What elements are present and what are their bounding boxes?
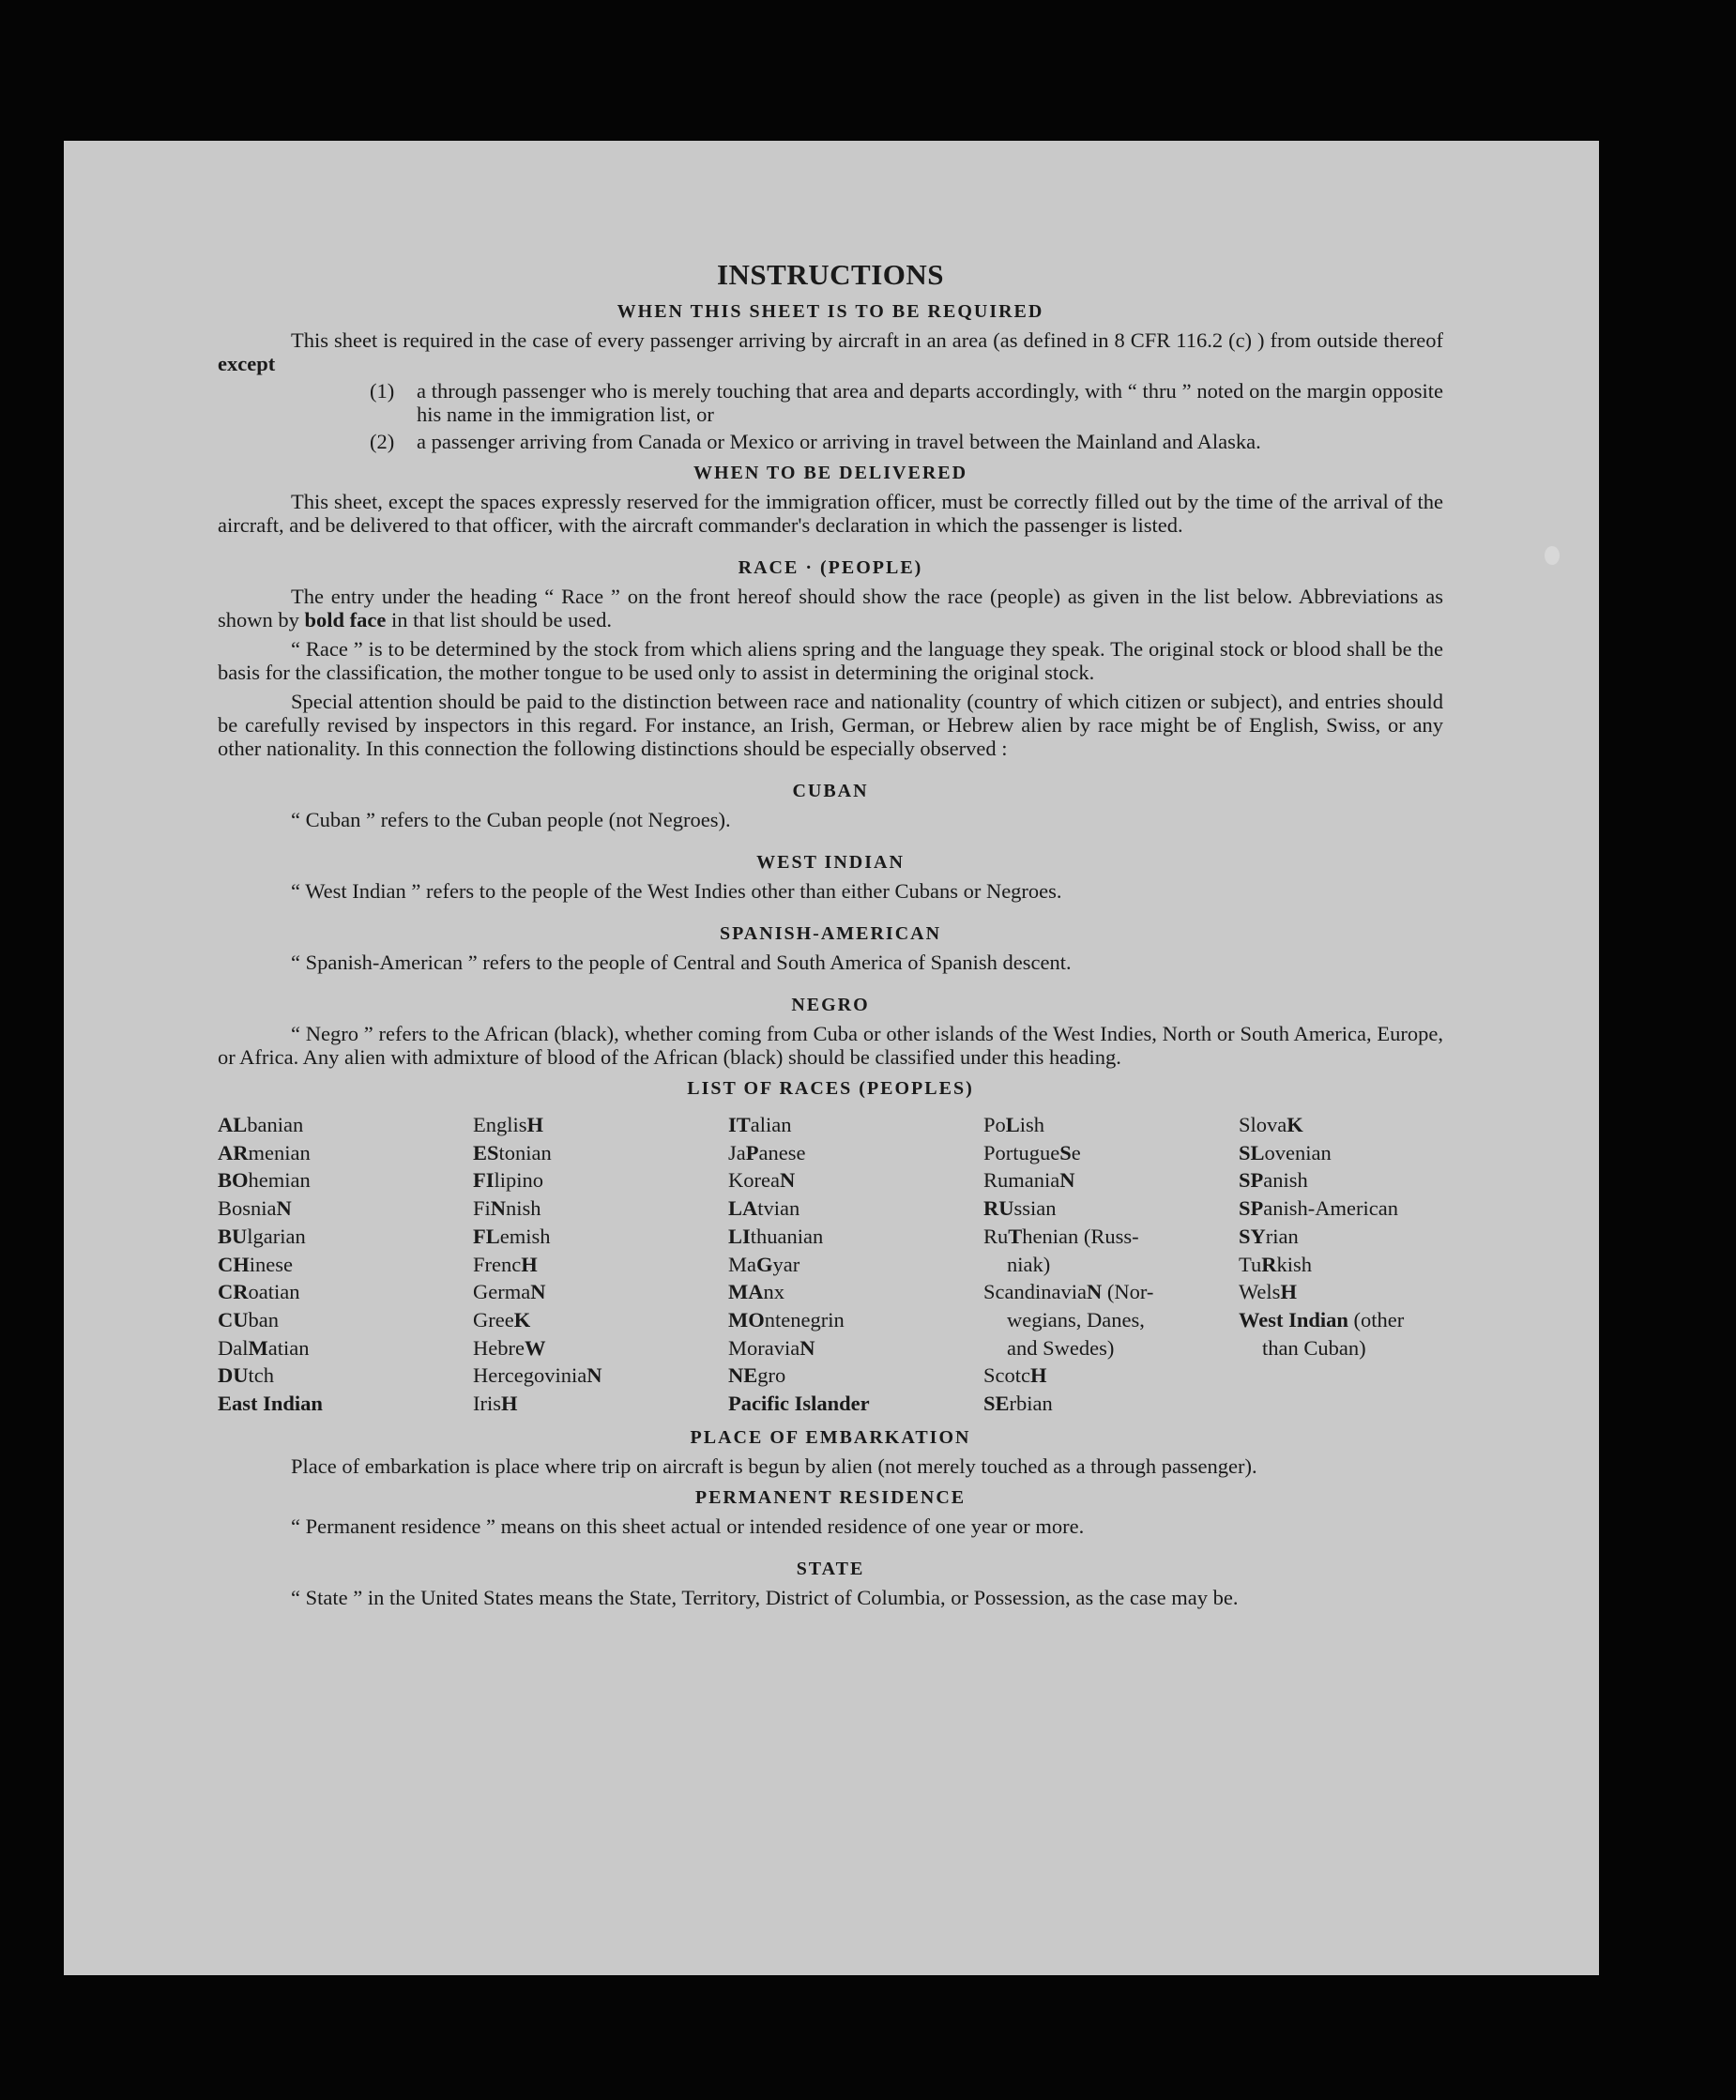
- races-column: [1239, 1111, 1443, 1418]
- heading-spanish-american: SPANISH-AMERICAN: [719, 923, 942, 944]
- race-entry-continuation: and Swedes): [1007, 1335, 1115, 1360]
- races-column: [728, 1111, 983, 1418]
- spanish-american-text: “ Spanish-American ” refers to the people of Central and South America of Spanish descent.: [291, 951, 1072, 974]
- race-entry: MaGyar: [728, 1252, 800, 1276]
- race-entry: MOntenegrin: [728, 1307, 845, 1332]
- race-entry: FLemish: [473, 1224, 551, 1248]
- heading-west-indian: WEST INDIAN: [756, 852, 905, 873]
- race-entry: ALbanian: [218, 1113, 304, 1136]
- heading-race: RACE · (PEOPLE): [738, 557, 923, 578]
- exception-item-1: (1) a through passenger who is merely touching that area and departs accordingly, with “ thru ” noted on the margin opposite his name in the immigration list, or: [370, 379, 1443, 426]
- race-entry: ScotcH: [983, 1363, 1047, 1388]
- cuban-text: “ Cuban ” refers to the Cuban people (not Negroes).: [291, 808, 731, 831]
- embarkation-text: Place of embarkation is place where trip on aircraft is begun by alien (not merely touched as a through passenger).: [291, 1453, 1257, 1478]
- heading-negro: NEGRO: [791, 995, 870, 1015]
- race-entry-continuation: than Cuban): [1262, 1335, 1366, 1360]
- race-entry: HebreW: [473, 1335, 546, 1360]
- race-entry: EnglisH: [473, 1113, 544, 1136]
- paper-spot: [1545, 546, 1560, 565]
- race-entry: GermaN: [473, 1280, 546, 1304]
- race-paragraph-2: “ Race ” is to be determined by the stock from which aliens spring and the language they speak. The original stock or blood shall be the basis for the classification, the mother tongue to be used only to assist in determining the original stock.: [218, 637, 1443, 684]
- race-entry: SlovaK: [1239, 1113, 1303, 1136]
- heading-when-required: WHEN THIS SHEET IS TO BE REQUIRED: [617, 301, 1044, 322]
- race-entry: MAnx: [728, 1280, 784, 1304]
- state-text: “ State ” in the United States means the State, Territory, District of Columbia, or Possession, as the case may be.: [291, 1585, 1239, 1609]
- race-entry: EStonian: [473, 1140, 552, 1164]
- race-entry: SPanish: [1239, 1168, 1308, 1193]
- race-entry: ITalian: [728, 1113, 792, 1136]
- race-entry: FrencH: [473, 1252, 538, 1276]
- race-entry: SYrian: [1239, 1224, 1299, 1248]
- race-entry: SLovenian: [1239, 1140, 1332, 1164]
- race-entry: CHinese: [218, 1252, 293, 1276]
- heading-permanent-residence: PERMANENT RESIDENCE: [694, 1486, 967, 1508]
- race-entry: SPanish-American: [1239, 1196, 1398, 1221]
- race-paragraph-3: Special attention should be paid to the distinction between race and nationality (country of which citizen or subject), and entries should be carefully revised by inspectors in this regard. For instance, an Irish, German, or Hebrew alien by race might be of English, Swiss, or any other nationality. In this connection the following distinctions should be especially observed :: [218, 690, 1443, 760]
- race-entry-continuation: wegians, Danes,: [1007, 1307, 1145, 1332]
- race-entry: FIlipino: [473, 1168, 544, 1193]
- exception-item-2: (2) a passenger arriving from Canada or Mexico or arriving in travel between the Mainland and Alaska.: [370, 430, 1261, 453]
- race-entry: LIthuanian: [728, 1224, 824, 1248]
- negro-text: “ Negro ” refers to the African (black), whether coming from Cuba or other islands of the West Indies, North or South America, Europe, or Africa. Any alien with admixture of blood of the African (black) should be classified under this heading.: [218, 1022, 1443, 1069]
- race-entry: ScandinaviaN (Nor-: [983, 1280, 1154, 1304]
- race-entry: RuThenian (Russ-: [983, 1224, 1139, 1248]
- race-entry: SErbian: [983, 1392, 1053, 1416]
- race-entry: IrisH: [473, 1392, 518, 1416]
- race-entry: BOhemian: [218, 1168, 311, 1193]
- race-entry: TuRkish: [1239, 1252, 1312, 1276]
- race-entry: RUssian: [983, 1196, 1057, 1221]
- race-paragraph-1: The entry under the heading “ Race ” on the front hereof should show the race (people) as given in the list below. Abbreviations as shown by bold face in that list should be used.: [218, 585, 1443, 632]
- required-intro: This sheet is required in the case of every passenger arriving by aircraft in an area (as defined in 8 CFR 116.2 (c) ) from outside thereof except: [218, 328, 1443, 375]
- race-entry: PoLish: [983, 1113, 1045, 1136]
- race-entry: PortugueSe: [983, 1140, 1081, 1164]
- race-entry: DalMatian: [218, 1335, 310, 1360]
- race-entry: Pacific Islander: [728, 1392, 870, 1416]
- race-entry: WelsH: [1239, 1280, 1297, 1304]
- race-entry: NEgro: [728, 1363, 786, 1388]
- heading-when-delivered: WHEN TO BE DELIVERED: [693, 463, 968, 483]
- race-entry: BUlgarian: [218, 1224, 306, 1248]
- west-indian-text: “ West Indian ” refers to the people of the West Indies other than either Cubans or Negroes.: [291, 879, 1062, 903]
- document-sheet: [64, 141, 1599, 1975]
- races-column: [473, 1111, 728, 1418]
- race-entry-continuation: niak): [1007, 1252, 1051, 1276]
- race-entry: CUban: [218, 1307, 279, 1332]
- race-entry: LAtvian: [728, 1196, 800, 1221]
- residence-text: “ Permanent residence ” means on this sheet actual or intended residence of one year or more.: [291, 1514, 1085, 1538]
- heading-state: STATE: [796, 1558, 865, 1579]
- race-entry: MoraviaN: [728, 1335, 815, 1360]
- page-title: INSTRUCTIONS: [716, 258, 944, 291]
- list-of-races: [218, 1111, 1443, 1418]
- heading-place-of-embarkation: PLACE OF EMBARKATION: [690, 1426, 971, 1448]
- race-entry: West Indian (other: [1239, 1307, 1405, 1332]
- races-column: [218, 1111, 473, 1418]
- race-entry: CRoatian: [218, 1280, 300, 1304]
- race-entry: KoreaN: [728, 1168, 796, 1193]
- heading-list-of-races: LIST OF RACES (PEOPLES): [687, 1078, 974, 1099]
- race-entry: East Indian: [218, 1392, 323, 1416]
- race-entry: RumaniaN: [983, 1168, 1075, 1193]
- race-entry: BosniaN: [218, 1196, 292, 1221]
- race-entry: FiNnish: [473, 1196, 541, 1221]
- race-entry: GreeK: [473, 1307, 531, 1332]
- instructions-content: [218, 258, 1443, 1609]
- races-column: [983, 1111, 1239, 1418]
- race-entry: JaPanese: [728, 1140, 806, 1164]
- delivered-text: This sheet, except the spaces expressly reserved for the immigration officer, must be correctly filled out by the time of the arrival of the aircraft, and be delivered to that officer, with the aircraft commander's declaration in which the passenger is listed.: [218, 490, 1443, 537]
- race-entry: HercegoviniaN: [473, 1363, 602, 1388]
- race-entry: ARmenian: [218, 1140, 311, 1164]
- heading-cuban: CUBAN: [792, 781, 869, 801]
- race-entry: DUtch: [218, 1363, 274, 1388]
